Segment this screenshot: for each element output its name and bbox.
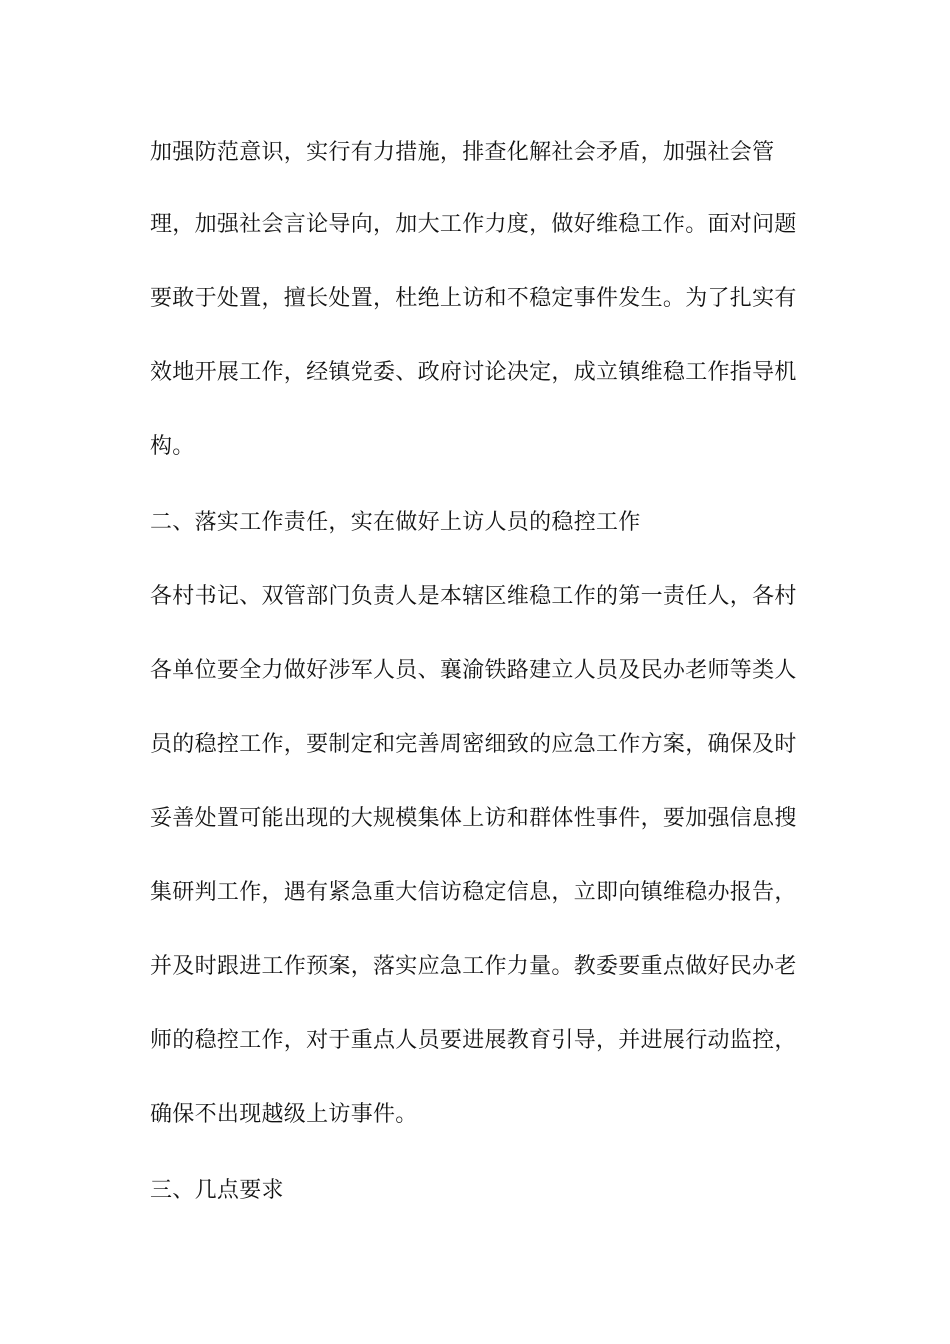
paragraph-2-line-8: 确保不出现越级上访事件。 — [150, 1102, 418, 1127]
paragraph-2-line-7: 师的稳控工作，对于重点人员要进展教育引导，并进展行动监控， — [150, 1028, 797, 1053]
paragraph-1-line-3: 要敢于处置，擅长处置，杜绝上访和不稳定事件发生。为了扎实有 — [150, 286, 797, 311]
paragraph-1-line-2: 理，加强社会言论导向，加大工作力度，做好维稳工作。面对问题 — [150, 212, 797, 237]
paragraph-2-line-3: 员的稳控工作，要制定和完善周密细致的应急工作方案，确保及时 — [150, 732, 797, 757]
paragraph-2-line-2: 各单位要全力做好涉军人员、襄渝铁路建立人员及民办老师等类人 — [150, 658, 797, 683]
section-heading-3: 三、几点要求 — [150, 1178, 284, 1203]
paragraph-2-line-1: 各村书记、双管部门负责人是本辖区维稳工作的第一责任人，各村 — [150, 584, 797, 609]
paragraph-2-line-6: 并及时跟进工作预案，落实应急工作力量。教委要重点做好民办老 — [150, 954, 797, 979]
paragraph-1-line-1: 加强防范意识，实行有力措施，排查化解社会矛盾，加强社会管 — [150, 140, 775, 165]
paragraph-1-line-4: 效地开展工作，经镇党委、政府讨论决定，成立镇维稳工作指导机 — [150, 360, 797, 385]
paragraph-2-line-5: 集研判工作，遇有紧急重大信访稳定信息，立即向镇维稳办报告， — [150, 880, 797, 905]
section-heading-2: 二、落实工作责任，实在做好上访人员的稳控工作 — [150, 510, 641, 535]
paragraph-2-line-4: 妥善处置可能出现的大规模集体上访和群体性事件，要加强信息搜 — [150, 806, 797, 831]
paragraph-1-line-5: 构。 — [150, 434, 195, 459]
